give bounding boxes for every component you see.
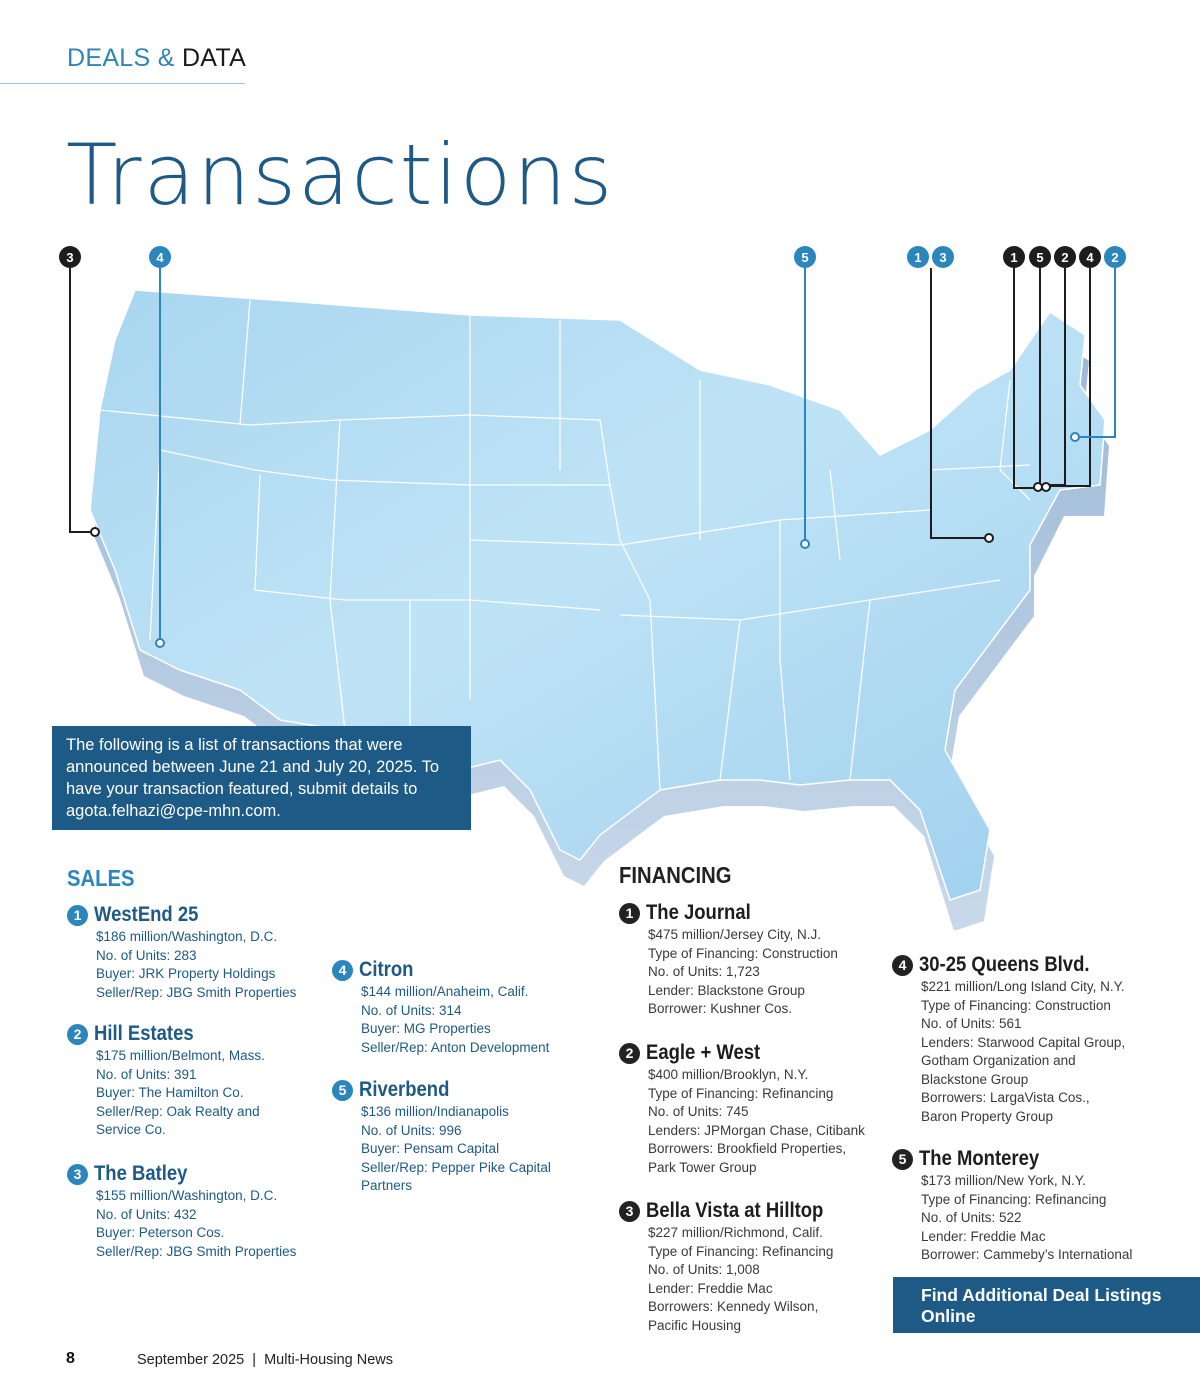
financing-deal — [619, 1198, 889, 1335]
svg-text:1: 1 — [914, 250, 922, 265]
deal-line: Buyer: Peterson Cos. — [96, 1225, 225, 1240]
footer-text: September 2025 | Multi-Housing News — [137, 1352, 394, 1368]
deal-name: Eagle + West — [646, 1041, 761, 1064]
deal-line: Buyer: The Hamilton Co. — [96, 1085, 244, 1100]
sales-deal — [332, 957, 602, 1057]
deal-line: Type of Financing: Construction — [921, 997, 1111, 1013]
financing-deal — [892, 952, 1162, 1126]
map-marker-sales-3b — [932, 246, 954, 268]
deal-line: Lender: Freddie Mac — [648, 1280, 773, 1296]
deal-number: 3 — [67, 1164, 88, 1185]
financing-deal — [619, 1040, 889, 1177]
deal-line: Lenders: Starwood Capital Group, — [921, 1034, 1126, 1050]
deal-number: 5 — [892, 1149, 913, 1170]
deal-number: 2 — [67, 1024, 88, 1045]
page-title: Transactions — [66, 126, 615, 224]
deal-number: 4 — [892, 955, 913, 976]
deal-line: No. of Units: 1,723 — [648, 964, 760, 979]
deal-line: $186 million/Washington, D.C. — [96, 929, 278, 944]
deal-name: WestEnd 25 — [94, 903, 199, 926]
deal-number: 2 — [619, 1043, 640, 1064]
deal-line: Baron Property Group — [921, 1108, 1054, 1124]
deal-line: Type of Financing: Refinancing — [921, 1191, 1107, 1207]
deal-line: Seller/Rep: JBG Smith Properties — [96, 1243, 297, 1259]
page-number: 8 — [66, 1350, 75, 1367]
deal-number: 1 — [67, 905, 88, 926]
deal-name: 30-25 Queens Blvd. — [919, 953, 1090, 976]
deal-number: 3 — [619, 1201, 640, 1222]
header-data: DATA — [181, 44, 247, 72]
map-marker-sales-4 — [149, 246, 171, 268]
svg-text:4: 4 — [156, 250, 164, 265]
sales-heading: SALES — [67, 865, 135, 891]
deal-line: Type of Financing: Construction — [648, 945, 838, 961]
deal-line: No. of Units: 314 — [361, 1002, 462, 1018]
deal-line: Buyer: JRK Property Holdings — [96, 966, 276, 981]
deal-line: Blackstone Group — [921, 1071, 1029, 1087]
deal-line: Borrowers: LargaVista Cos., — [921, 1090, 1090, 1105]
svg-text:3: 3 — [66, 250, 74, 265]
map-marker-financing-1 — [1003, 246, 1025, 268]
deal-number: 1 — [619, 903, 640, 924]
deal-line: Seller/Rep: Oak Realty and — [96, 1103, 260, 1119]
deal-name: Riverbend — [359, 1078, 450, 1101]
deal-line: $173 million/New York, N.Y. — [921, 1173, 1086, 1188]
deal-line: No. of Units: 745 — [648, 1104, 749, 1119]
map-marker-sales-5 — [794, 246, 816, 268]
deal-line: $227 million/Richmond, Calif. — [648, 1225, 823, 1240]
deal-line: No. of Units: 561 — [921, 1016, 1022, 1031]
sales-deal — [67, 1161, 337, 1261]
deal-line: Lender: Blackstone Group — [648, 982, 805, 998]
deal-line: Lender: Freddie Mac — [921, 1228, 1046, 1244]
deal-line: $136 million/Indianapolis — [361, 1104, 509, 1119]
svg-text:2: 2 — [1111, 250, 1119, 265]
deal-line: Lenders: JPMorgan Chase, Citibank — [648, 1122, 865, 1138]
deal-line: $475 million/Jersey City, N.J. — [648, 927, 822, 942]
map-marker-sales-3 — [59, 246, 81, 268]
deal-line: Type of Financing: Refinancing — [648, 1243, 834, 1259]
deal-line: Seller/Rep: JBG Smith Properties — [96, 984, 297, 1000]
sales-deal — [332, 1077, 602, 1196]
section-header — [67, 44, 246, 73]
deal-line: Buyer: MG Properties — [361, 1021, 491, 1036]
map-marker-financing-5 — [1029, 246, 1051, 268]
deal-line: No. of Units: 391 — [96, 1066, 197, 1082]
deal-line: $221 million/Long Island City, N.Y. — [921, 979, 1125, 994]
deal-line: Seller/Rep: Anton Development — [361, 1039, 550, 1055]
deal-line: Borrower: Cammeby’s International — [921, 1247, 1133, 1262]
deal-name: The Journal — [646, 901, 751, 924]
svg-text:4: 4 — [1086, 250, 1094, 265]
map-marker-sales-1 — [907, 246, 929, 268]
deal-line: $144 million/Anaheim, Calif. — [361, 984, 529, 999]
financing-heading: FINANCING — [619, 862, 732, 888]
sales-deal — [67, 1021, 337, 1140]
deal-line: No. of Units: 283 — [96, 947, 197, 963]
deal-line: Service Co. — [96, 1122, 166, 1137]
deal-name: Hill Estates — [94, 1022, 194, 1045]
header-deals: DEALS & — [67, 44, 175, 72]
svg-text:1: 1 — [1010, 250, 1018, 265]
deal-line: Seller/Rep: Pepper Pike Capital — [361, 1159, 551, 1175]
intro-box: The following is a list of transactions that were announced between June 21 and July 20, 2025. To have your transaction featured, submit details to agota.felhazi@cpe-mhn.com. — [52, 726, 471, 830]
deal-number: 4 — [332, 960, 353, 981]
deal-line: Borrower: Kushner Cos. — [648, 1001, 793, 1016]
deal-name: The Monterey — [919, 1147, 1040, 1170]
header-rule — [0, 83, 245, 84]
svg-text:2: 2 — [1061, 250, 1069, 265]
sales-deal — [67, 902, 337, 1002]
deal-line: No. of Units: 996 — [361, 1122, 462, 1138]
deal-line: Pacific Housing — [648, 1317, 742, 1333]
deal-line: $400 million/Brooklyn, N.Y. — [648, 1067, 809, 1082]
deal-line: Partners — [361, 1178, 413, 1193]
deal-name: Bella Vista at Hilltop — [646, 1199, 824, 1222]
financing-deal — [892, 1146, 1162, 1265]
map-marker-financing-2 — [1054, 246, 1076, 268]
deal-line: Gotham Organization and — [921, 1053, 1076, 1068]
deal-line: $155 million/Washington, D.C. — [96, 1188, 278, 1203]
deal-line: No. of Units: 1,008 — [648, 1262, 760, 1277]
deal-line: No. of Units: 432 — [96, 1206, 197, 1222]
svg-text:5: 5 — [801, 250, 809, 265]
deal-name: The Batley — [94, 1162, 188, 1185]
deal-line: Park Tower Group — [648, 1159, 757, 1175]
deal-line: $175 million/Belmont, Mass. — [96, 1048, 265, 1063]
map-marker-sales-2 — [1104, 246, 1126, 268]
financing-deal — [619, 900, 889, 1019]
deal-number: 5 — [332, 1080, 353, 1101]
map-marker-financing-4 — [1079, 246, 1101, 268]
svg-text:3: 3 — [939, 250, 947, 265]
deal-line: Type of Financing: Refinancing — [648, 1085, 834, 1101]
deal-line: No. of Units: 522 — [921, 1210, 1022, 1225]
find-listings-button[interactable]: Find Additional Deal Listings Online — [893, 1277, 1200, 1333]
deal-name: Citron — [359, 958, 414, 981]
deal-line: Borrowers: Brookfield Properties, — [648, 1141, 847, 1156]
deal-line: Buyer: Pensam Capital — [361, 1141, 500, 1156]
us-map-shape — [90, 290, 1109, 930]
deal-line: Borrowers: Kennedy Wilson, — [648, 1299, 819, 1314]
svg-text:5: 5 — [1036, 250, 1044, 265]
